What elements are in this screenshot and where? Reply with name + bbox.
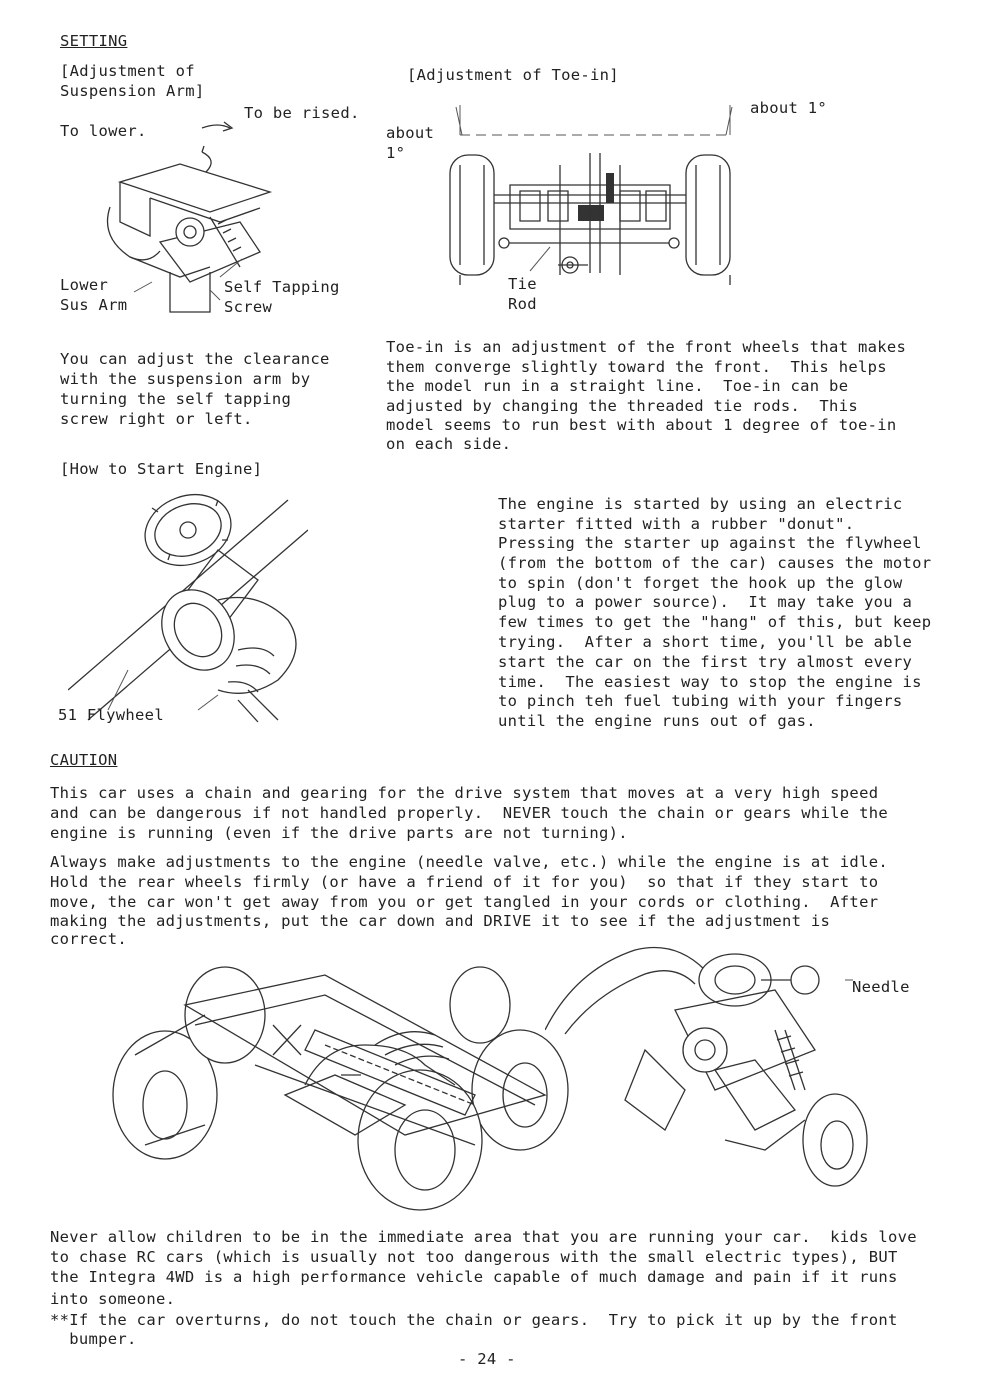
suspension-text-line3: turning the self tapping [60,390,292,408]
footer-p1-line1: Never allow children to be in the immediate area that you are running your car. kids love [50,1228,917,1246]
label-to-lower: To lower. [60,122,147,140]
engine-start-illustration [68,490,308,730]
start-engine-text-line3: Pressing the starter up against the flywheel [498,534,922,552]
footer-p1-line4: into someone. [50,1290,176,1308]
start-engine-text-line7: few times to get the "hang" of this, but keep [498,613,932,631]
toe-in-text-line2: them converge slightly toward the front. This helps [386,358,887,376]
label-tie-rod-line1: Tie [508,275,537,293]
caution-p2-line5: correct. [50,930,128,948]
start-engine-text-line9: start the car on the first try almost every [498,653,913,671]
suspension-title-line1: [Adjustment of [60,62,195,80]
section-heading-caution: CAUTION [50,751,118,769]
start-engine-title: [How to Start Engine] [60,460,263,478]
caution-p2-line2: Hold the rear wheels firmly (or have a friend of it for you) so that if they start to [50,873,879,891]
start-engine-text-line11: to pinch teh fuel tubing with your fingers [498,692,903,710]
start-engine-text-line4: (from the bottom of the car) causes the motor [498,554,932,572]
start-engine-text-line6: plug to a power source). It may take you a [498,593,913,611]
caution-p1-line3: engine is running (even if the drive parts are not turning). [50,824,628,842]
label-to-be-rised: To be rised. [244,104,360,122]
start-engine-text-line2: starter fitted with a rubber "donut". [498,515,855,533]
footer-p2-line2: bumper. [50,1330,137,1348]
caution-p2-line3: move, the car won't get away from you or get tangled in your cords or clothing. After [50,893,879,911]
label-lower-sus-arm-line2: Sus Arm [60,296,128,314]
label-about-1-right: about 1° [750,99,828,117]
label-needle: Needle [852,978,910,996]
start-engine-text-line1: The engine is started by using an electric [498,495,903,513]
label-lower-sus-arm-line1: Lower [60,276,109,294]
car-chassis-illustration [105,945,575,1215]
footer-p1-line2: to chase RC cars (which is usually not too dangerous with the small electric types), BUT [50,1248,898,1266]
toe-in-text-line4: adjusted by changing the threaded tie rods. This [386,397,858,415]
page-number: - 24 - [458,1350,516,1368]
label-self-tapping-line2: Screw [224,298,273,316]
toe-in-diagram [440,95,750,305]
engine-needle-illustration [545,940,875,1190]
suspension-text-line1: You can adjust the clearance [60,350,330,368]
suspension-text-line2: with the suspension arm by [60,370,311,388]
label-self-tapping-line1: Self Tapping [224,278,340,296]
label-tie-rod-line2: Rod [508,295,537,313]
label-about-left-line1: about [386,124,435,142]
toe-in-title: [Adjustment of Toe-in] [407,66,619,84]
suspension-text-line4: screw right or left. [60,410,253,428]
section-heading-setting: SETTING [60,32,128,50]
caution-p1-line1: This car uses a chain and gearing for the drive system that moves at a very high speed [50,784,879,802]
label-flywheel: 51 Flywheel [58,706,164,724]
start-engine-text-line10: time. The easiest way to stop the engine is [498,673,922,691]
footer-p2-line1: **If the car overturns, do not touch the chain or gears. Try to pick it up by the front [50,1311,898,1329]
caution-p2-line4: making the adjustments, put the car down and DRIVE it to see if the adjustment is [50,912,831,930]
label-about-left-line2: 1° [386,144,406,162]
footer-p1-line3: the Integra 4WD is a high performance vehicle capable of much damage and pain if it runs [50,1268,898,1286]
toe-in-text-line1: Toe-in is an adjustment of the front wheels that makes [386,338,907,356]
start-engine-text-line8: trying. After a short time, you'll be able [498,633,913,651]
caution-p2-line1: Always make adjustments to the engine (needle valve, etc.) while the engine is at idle. [50,853,888,871]
caution-p1-line2: and can be dangerous if not handled properly. NEVER touch the chain or gears while the [50,804,888,822]
suspension-title-line2: Suspension Arm] [60,82,205,100]
toe-in-text-line5: model seems to run best with about 1 degree of toe-in [386,416,897,434]
start-engine-text-line5: to spin (don't forget the hook up the glow [498,574,903,592]
toe-in-text-line6: on each side. [386,435,512,453]
start-engine-text-line12: until the engine runs out of gas. [498,712,816,730]
toe-in-text-line3: the model run in a straight line. Toe-in can be [386,377,849,395]
